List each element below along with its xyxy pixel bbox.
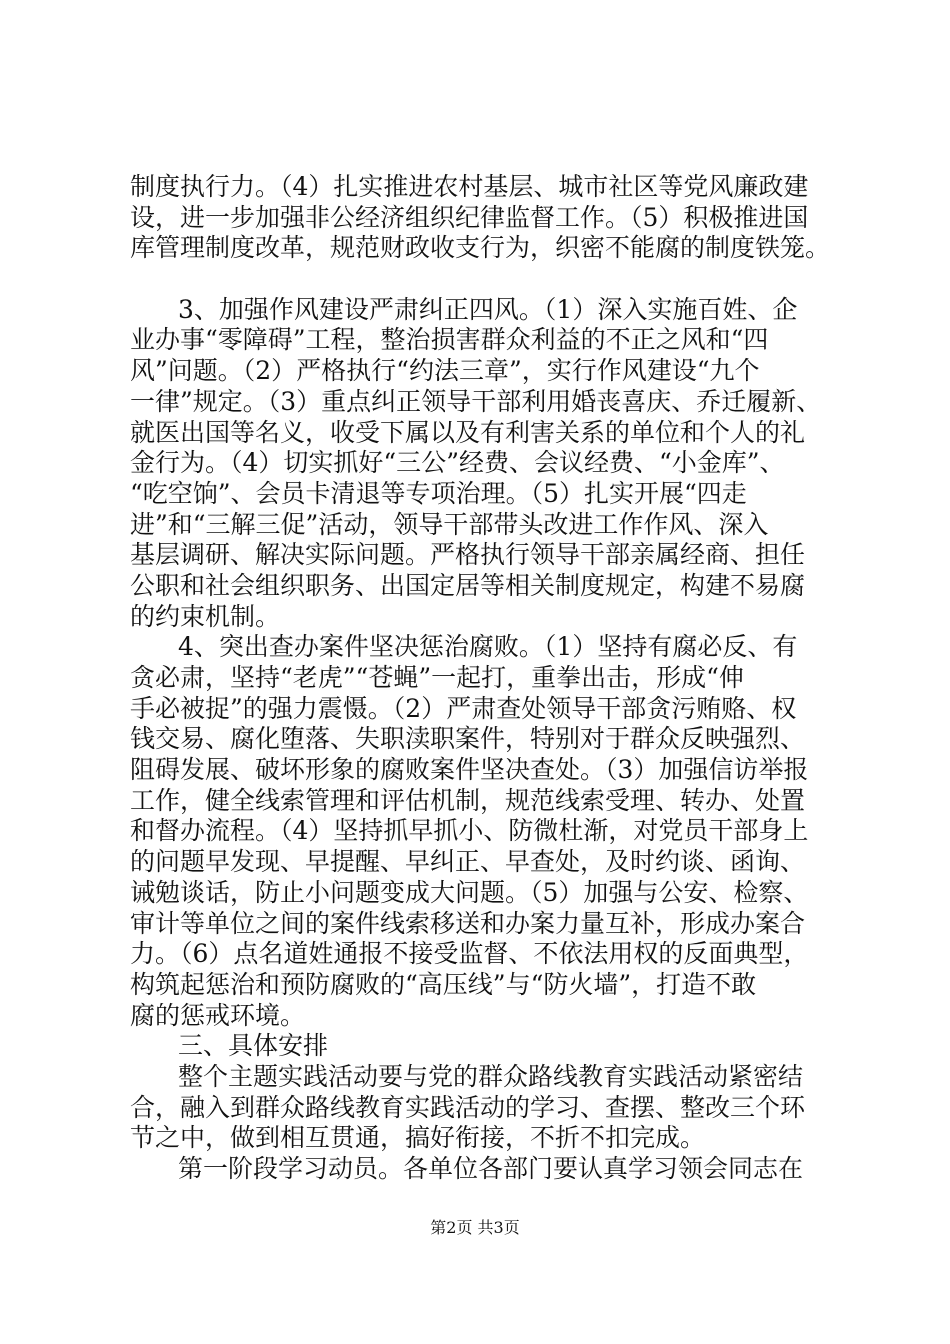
text-line: 阻碍发展、破坏形象的腐败案件坚决查处。（3）加强信访举报 <box>130 755 809 784</box>
text-line: 钱交易、腐化堕落、失职渎职案件，特别对于群众反映强烈、 <box>130 724 806 753</box>
text-line: 腐的惩戒环境。 <box>130 1001 306 1030</box>
text-line: 的问题早发现、早提醒、早纠正、早查处，及时约谈、函询、 <box>130 847 806 876</box>
text-line: 业办事“零障碍”工程，整治损害群众利益的不正之风和“四 <box>130 325 769 354</box>
text-line: 基层调研、解决实际问题。严格执行领导干部亲属经商、担任 <box>130 540 806 569</box>
text-line: 一律”规定。（3）重点纠正领导干部利用婚丧喜庆、乔迁履新、 <box>130 387 822 416</box>
text-line: 审计等单位之间的案件线索移送和办案力量互补，形成办案合 <box>130 909 806 938</box>
text-line: 的约束机制。 <box>130 602 281 631</box>
text-line: 力。（6）点名道姓通报不接受监督、不依法用权的反面典型， <box>130 939 809 968</box>
page-footer: 第2页 共3页 <box>430 1218 520 1237</box>
text-line: 就医出国等名义，收受下属以及有利害关系的单位和个人的礼 <box>130 418 806 447</box>
text-line: 设，进一步加强非公经济组织纪律监督工作。（5）积极推进国 <box>130 203 809 232</box>
text-line: 3、加强作风建设严肃纠正四风。（1）深入实施百姓、企 <box>178 295 798 324</box>
text-line: 工作，健全线索管理和评估机制，规范线索受理、转办、处置 <box>130 786 806 815</box>
text-line: 诫勉谈话，防止小问题变成大问题。（5）加强与公安、检察、 <box>130 878 809 907</box>
text-line: 进”和“三解三促”活动，领导干部带头改进工作作风、深入 <box>130 510 769 539</box>
text-line: 贪必肃，坚持“老虎”“苍蝇”一起打，重拳出击，形成“伸 <box>130 663 744 692</box>
text-line: 制度执行力。（4）扎实推进农村基层、城市社区等党风廉政建 <box>130 172 809 201</box>
text-line: 手必被捉”的强力震慑。（2）严肃查处领导干部贪污贿赂、权 <box>130 694 797 723</box>
text-line: 整个主题实践活动要与党的群众路线教育实践活动紧密结 <box>178 1062 804 1091</box>
text-line: 第一阶段学习动员。各单位各部门要认真学习领会同志在 <box>178 1154 804 1183</box>
text-line: 三、具体安排 <box>178 1031 329 1060</box>
text-line: 节之中，做到相互贯通，搞好衔接，不折不扣完成。 <box>130 1123 706 1152</box>
text-line: 公职和社会组织职务、出国定居等相关制度规定，构建不易腐 <box>130 571 806 600</box>
text-line: “吃空饷”、会员卡清退等专项治理。（5）扎实开展“四走 <box>130 479 747 508</box>
text-line: 金行为。（4）切实抓好“三公”经费、会议经费、“小金库”、 <box>130 448 785 477</box>
text-line: 合，融入到群众路线教育实践活动的学习、查摆、整改三个环 <box>130 1093 806 1122</box>
text-line: 构筑起惩治和预防腐败的“高压线”与“防火墙”，打造不敢 <box>130 970 757 999</box>
text-line: 4、突出查办案件坚决惩治腐败。（1）坚持有腐必反、有 <box>178 632 798 661</box>
text-line: 库管理制度改革，规范财政收支行为，织密不能腐的制度铁笼。 <box>130 233 831 262</box>
text-line: 和督办流程。（4）坚持抓早抓小、防微杜渐，对党员干部身上 <box>130 816 809 845</box>
text-line: 风”问题。（2）严格执行“约法三章”，实行作风建设“九个 <box>130 356 760 385</box>
